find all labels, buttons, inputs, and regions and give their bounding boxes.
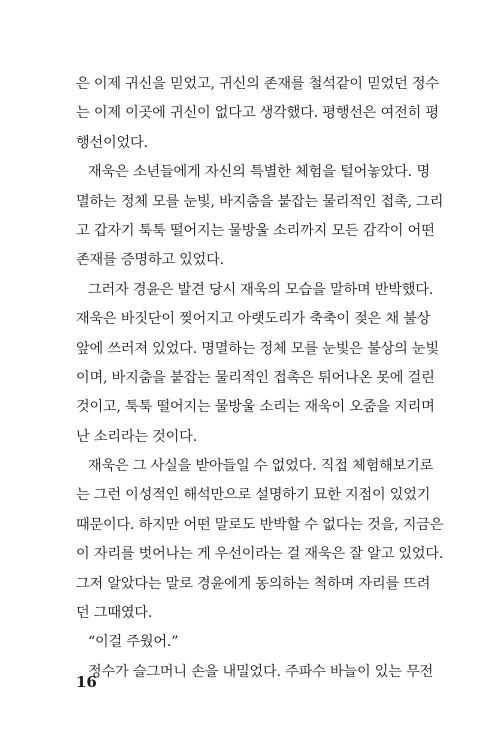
text-line: 재욱은 바짓단이 찢어지고 아랫도리가 축축이 젖은 채 불상 xyxy=(76,311,431,328)
text-line: 그러자 경윤은 발견 당시 재욱의 모습을 말하며 반박했다. xyxy=(88,281,434,298)
text-line: 정수가 슬그머니 손을 내밀었다. 주파수 바늘이 있는 무전 xyxy=(88,663,434,680)
text-line: 때문이다. 하지만 어떤 말로도 반박할 수 없다는 것을, 지금은 xyxy=(76,516,444,533)
text-line: 이며, 바지춤을 붙잡는 물리적인 접촉은 튀어나온 못에 걸린 xyxy=(76,369,435,386)
text-line: 은 이제 귀신을 믿었고, 귀신의 존재를 철석같이 믿었던 정수 xyxy=(76,76,439,92)
page-number: 16 xyxy=(76,673,97,691)
text-line: 앞에 쓰러져 있었다. 명멸하는 정체 모를 눈빛은 불상의 눈빛 xyxy=(76,340,439,357)
text-line: 멸하는 정체 모를 눈빛, 바지춤을 붙잡는 물리적인 접촉, 그리 xyxy=(76,193,444,210)
text-line: 이 자리를 벗어나는 게 우선이라는 걸 재욱은 잘 알고 있었다. xyxy=(76,546,444,563)
text-line: 재욱은 소년들에게 자신의 특별한 체험을 털어놓았다. 명 xyxy=(88,164,430,181)
body-text xyxy=(76,70,444,687)
text-line: 고 갑자기 툭툭 떨어지는 물방울 소리까지 모든 감각이 어떤 xyxy=(76,222,435,239)
text-line: 는 그런 이성적인 해석만으로 설명하기 묘한 지점이 있었기 xyxy=(76,487,431,504)
text-line: 는 이제 이곳에 귀신이 없다고 생각했다. 평행선은 여전히 평 xyxy=(76,105,439,122)
text-line: 그저 알았다는 말로 경윤에게 동의하는 척하며 자리를 뜨려 xyxy=(76,575,431,592)
text-line: 행선이었다. xyxy=(76,134,148,151)
text-line: 재욱은 그 사실을 받아들일 수 없었다. 직접 체험해보기로 xyxy=(88,458,434,475)
text-line: 던 그때였다. xyxy=(76,605,153,622)
text-line: 난 소리라는 것이다. xyxy=(76,428,197,445)
text-line: 것이고, 툭툭 떨어지는 물방울 소리는 재욱이 오줌을 지리며 xyxy=(76,399,435,416)
dialogue-line: “이걸 주웠어.” xyxy=(88,634,179,651)
text-line: 존재를 증명하고 있었다. xyxy=(76,252,224,269)
